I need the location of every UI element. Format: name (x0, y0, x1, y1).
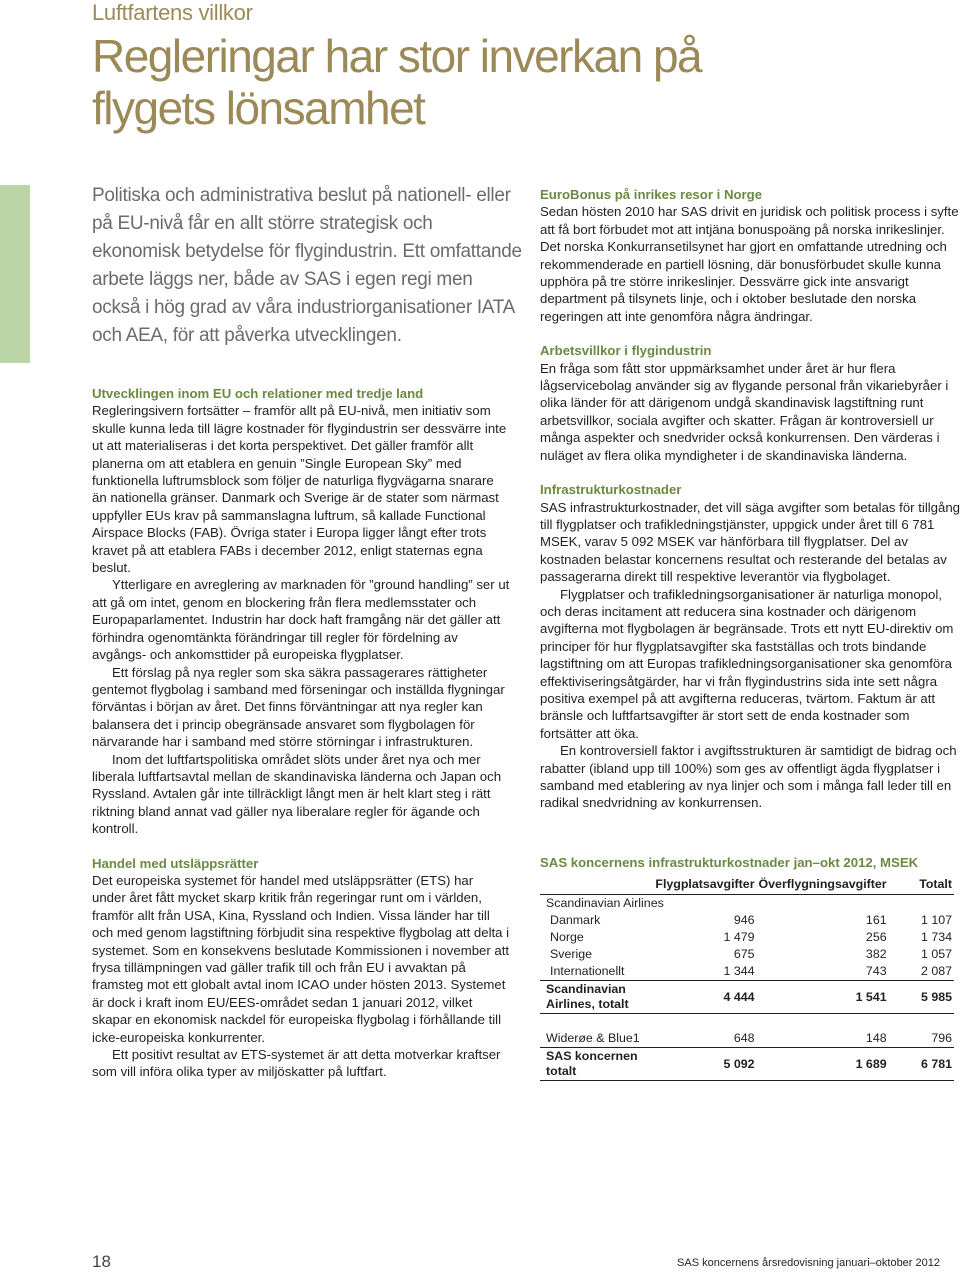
table-row: Widerøe & Blue1 648 148 796 (546, 1031, 952, 1045)
table-row: Danmark 946 161 1 107 (550, 913, 952, 927)
page-number: 18 (92, 1252, 111, 1271)
footer-text: SAS koncernens årsredovisning januari–oktober 2012 (677, 1257, 940, 1269)
body-paragraph: Inom det luftfartspolitiska området slöts under året nya och mer liberala luftfartsavtal mellan de skandinaviska länderna och Japan och Ryssland. Avtalen går inte tillräckligt långt men är helt klart steg i rätt riktning bland annat vad gäller nya liberalare regler för ägande och kontroll. (92, 751, 502, 837)
body-paragraph: Ett positivt resultat av ETS-systemet är att detta motverkar kraftser som vill införa olika typer av miljöskatter på luftfart. (92, 1047, 501, 1080)
table-row: Internationellt 1 344 743 2 087 (550, 964, 952, 978)
table-subtotal-row: Scandinavian Airlines, totalt 4 444 1 541 5 985 (540, 981, 954, 1014)
body-paragraph: En fråga som fått stor uppmärksamhet under året är hur flera lågservicebolag använder sig av flygande personal från vikariebyråer i olika länder för att därigenom undgå skandinavisk lagstiftning runt arbetsvillkor, sociala avgifter och skatter. Frågan är kontroversiell ur många aspekter och snedvrider också konkurrensen. Den värderas i nuläget av flera olika myndigheter i de skandinaviska länderna. (540, 360, 949, 463)
table-header-row (540, 877, 954, 895)
table-title: SAS koncernens infrastrukturkostnader jan–okt 2012, MSEK (540, 855, 919, 870)
body-paragraph: SAS infrastrukturkostnader, det vill säga avgifter som betalas för tillgång till flygplatser och trafikledningstjänster, uppgick under året till 6 781 MSEK, varav 5 092 MSEK var hänförbara till flygplatser. Del av kostnaden belastar koncernens resultat och resterande del betalas av passagerarna direkt till respektive leverantör via flygbolaget. (540, 499, 960, 585)
body-paragraph: Ytterligare en avreglering av marknaden för ”ground handling” ser ut att gå om intet, genom en blockering från flera medlemsstater och Europaparlamentet. Industrin har dock haft framgång när det gäller att förhindra ogenomtänkta förändringar till regler för fördelning av avgångs- och ankomsttider på europeiska flygplatser. (92, 577, 510, 663)
body-paragraph: Det europeiska systemet för handel med utsläppsrätter (ETS) har under året fått mycket skarp kritik från regeringar runt om i världen, framför allt från USA, Kina, Ryssland och Indien. Vissa länder har till och med genom lagstiftning förbjudit sina respektive flygbolag att delta i systemet. Som en konsekvens beslutade Kommissionen i november att frysa tillämpningen vad gäller trafik till och från EU i avvaktan på framsteg mot ett globalt avtal inom ICAO under hösten 2013. Systemet är dock i kraft inom EU/EES-området sedan 1 januari 2012, vilket skapar en ekonomisk nackdel för europeiska flygbolag i förhållande till icke-europeiska konkurrenter. (92, 872, 510, 1045)
right-column (540, 186, 960, 812)
intro-text: Politiska och administrativa beslut på nationell- eller på EU-nivå får en allt större strategisk och ekonomisk betydelse för flygindustrin. Ett omfattande arbete läggs ner, både av SAS i egen regi men också i hög grad av våra industriorganisationer IATA och AEA, för att påverka utvecklingen. (92, 185, 522, 346)
infrastructure-cost-table (540, 877, 954, 1081)
table-group-row: Scandinavian Airlines (546, 896, 664, 910)
section-heading-eurobonus: EuroBonus på inrikes resor i Norge (540, 187, 763, 202)
section-heading-ets: Handel med utsläppsrätter (92, 855, 259, 871)
table-row: Sverige 675 382 1 057 (550, 947, 952, 961)
left-column (92, 385, 510, 1081)
body-paragraph: Flygplatser och trafikledningsorganisationer är naturliga monopol, och deras incitament att reducera sina kostnader och därigenom avgifterna mot flygbolagen är begränsade. Trots ett nytt EU-direktiv om principer för hur flygplatsavgifter ska fastställas och trots bindande lagstiftning om att Europas trafikledningsorganisationer ska genomföra effektiviseringsåtgärder, har vi från flygindustrins sida inte sett några positiva exempel på att avgifterna reduceras, tvärtom. Faktum är att bränsle och luftfartsavgifter är stort sett de enda kostnader som fortsätter att öka. (540, 586, 954, 741)
col-header-total: Totalt (889, 877, 954, 895)
col-header-airport: Flygplatsavgifter (653, 877, 756, 895)
section-label: Luftfartens villkor (92, 0, 253, 25)
page-headline: Regleringar har stor inverkan på flygets lönsamhet (92, 30, 702, 134)
table-row: Norge 1 479 256 1 734 (550, 930, 952, 944)
body-paragraph: Sedan hösten 2010 har SAS drivit en juridisk och politisk process i syfte att få bort förbudet mot att intjäna bonuspoäng på norska inrikeslinjer. Det norska Konkurransetilsynet har gjort en omfattande utredning och rekommenderade en partiell lösning, där bonusförbudet skulle kunna upphöra på tre större inrikeslinjer. Dessvärre gick inte ansvarigt department på tilsynets linje, och i oktober beslutade den norska regeringen att inte genomföra några ändringar. (540, 204, 959, 324)
col-header-nav: Överflygningsavgifter (757, 877, 889, 895)
body-paragraph: En kontroversiell faktor i avgiftsstrukturen är samtidigt de bidrag och rabatter (ibland upp till 100%) som ges av offentligt ägda flygplatser i samband med etablering av nya linjer och som i många fall leder till en radikal snedvridning av konkurrensen. (540, 743, 957, 811)
body-paragraph: Ett förslag på nya regler som ska säkra passagerares rättigheter gentemot flygbolag i samband med förseningar och inställda flygningar förväntas i början av året. Det finns förväntningar att nya regler kan balansera det i princip obegränsade ansvaret som flygbolagen för närvarande har i samband med större störningar i infrastrukturen. (92, 664, 505, 750)
accent-bar (0, 185, 30, 363)
section-heading-work: Arbetsvillkor i flygindustrin (540, 343, 712, 359)
section-heading-infra: Infrastrukturkostnader (540, 482, 682, 498)
body-paragraph: Regleringsivern fortsätter – framför allt på EU-nivå, men initiativ som skulle kunna leda till lägre kostnader för flygindustrin ser dessvärre inte ut att materialiseras i det korta perspektivet. Det gäller framför allt planerna om att etablera en genuin ”Single European Sky” med funktionella luftrumsblock som följer de naturliga flygvägarna snarare än nationella gränser. Danmark och Sverige är de stater som närmast uppfyller EUs krav på sammanslagna luftrum, så kallade Functional Airspace Blocks (FAB). Övriga stater i Europa ligger långt efter trots kravet på att etablera FABs i december 2012, enligt staternas egna beslut. (92, 403, 507, 576)
section-heading-eu: Utvecklingen inom EU och relationer med tredje land (92, 386, 424, 401)
table-total-row: SAS koncernen totalt 5 092 1 689 6 781 (540, 1048, 954, 1081)
